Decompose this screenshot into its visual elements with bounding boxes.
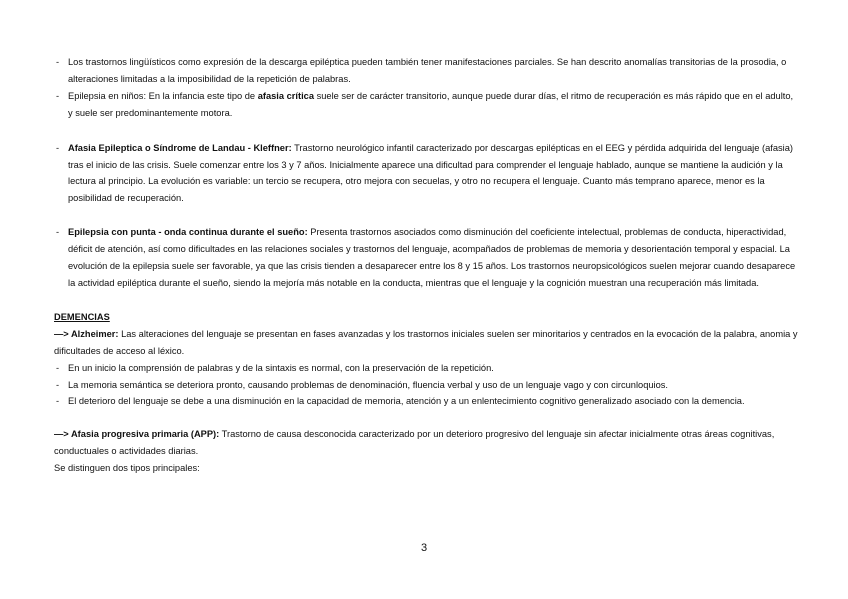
- item-text: En un inicio la comprensión de palabras y de la sintaxis es normal, con la preservación de la repetición.: [68, 362, 494, 373]
- item-term: Afasia Epileptica o Síndrome de Landau - Kleffner:: [68, 142, 292, 153]
- list-item: [54, 393, 799, 410]
- section-heading: DEMENCIAS: [54, 311, 110, 322]
- item-text: Trastorno neurológico infantil caracterizado por descargas epilépticas en el EEG y pérdida adquirida del lenguaje (afasia) tras el inicio de las crisis. Suele comenzar entre los 3 y 7 años. Inicialmente aparece una dificultad para comprender el lenguaje hablado, aunque se mantiene la audición y la lectura al principio. La evolución es variable: un tercio se recupera, otro mejora con secuelas, y otro no recupera el lenguaje. Cuanto más temprano aparece, menor es la posibilidad de recuperación.: [68, 142, 793, 204]
- bullet-dash: -: [56, 362, 60, 373]
- item-term: Epilepsia con punta - onda continua durante el sueño:: [68, 227, 308, 238]
- bullet-dash: -: [56, 90, 60, 101]
- list-item: [54, 377, 799, 394]
- alzheimer-text: Las alteraciones del lenguaje se presentan en fases avanzadas y los trastornos iniciales suelen ser minoritarios y centrados en la evocación de la palabra, anomia y dificultades de acceso al léxico.: [54, 328, 798, 356]
- app-text: Trastorno de causa desconocida caracterizado por un deterioro progresivo del lenguaje sin afectar inicialmente otras áreas cognitivas, conductuales o actividades diarias.: [54, 429, 775, 457]
- alzheimer-label: —> Alzheimer:: [54, 328, 119, 339]
- list-item: [54, 88, 799, 122]
- list-item: [54, 140, 799, 208]
- list-item: [54, 224, 799, 292]
- bullet-dash: -: [56, 396, 60, 407]
- item-text: Los trastornos lingüísticos como expresión de la descarga epiléptica pueden también tener manifestaciones parciales. Se han descrito anomalías transitorias de la prosodia, o alteraciones limitadas a la imposibilidad de la repetición de palabras.: [68, 57, 787, 84]
- list-item: [54, 54, 799, 88]
- item-text: Presenta trastornos asociados como disminución del coeficiente intelectual, problemas de conducta, hiperactividad, déficit de atención, así como dificultades en las relaciones sociales y trastornos del lenguaje, acompañados de problemas de memoria y desorientación temporal y espacial. La evolución de la epilepsia suele ser favorable, ya que las crisis tienden a desaparecer entre los 8 y 15 años. Los trastornos neuropsicológicos suelen mejorar cuando desaparece la actividad epiléptica durante el sueño, siendo la mejoría más notable en la conducta, mientras que el lenguaje y la cognición muestran una recuperación más limitada.: [68, 227, 796, 288]
- item-text-post: suele ser de carácter transitorio, aunque puede durar días, el ritmo de recuperación es más rápido que en el adulto, y suele ser predominantemente motora.: [68, 90, 794, 118]
- item-text-pre: Epilepsia en niños: En la infancia este tipo de: [68, 90, 258, 101]
- alzheimer-paragraph: [54, 326, 799, 360]
- bullet-dash: -: [56, 379, 60, 390]
- list-item: [54, 360, 799, 377]
- app-followup: Se distinguen dos tipos principales:: [54, 463, 200, 474]
- item-text: La memoria semántica se deteriora pronto, causando problemas de denominación, fluencia verbal y uso de un lenguaje vago y con circunloquios.: [68, 379, 669, 390]
- app-label: —> Afasia progresiva primaria (APP):: [54, 429, 220, 440]
- document-page: [54, 54, 799, 477]
- bullet-dash: -: [56, 142, 60, 153]
- app-paragraph: [54, 426, 799, 460]
- item-text: El deterioro del lenguaje se debe a una disminución en la capacidad de memoria, atención y a un enlentecimiento cognitivo generalizado asociado con la demencia.: [68, 396, 745, 407]
- item-term: afasia crítica: [257, 90, 315, 101]
- bullet-dash: -: [56, 227, 60, 238]
- bullet-dash: -: [56, 57, 60, 67]
- page-number: 3: [420, 542, 428, 554]
